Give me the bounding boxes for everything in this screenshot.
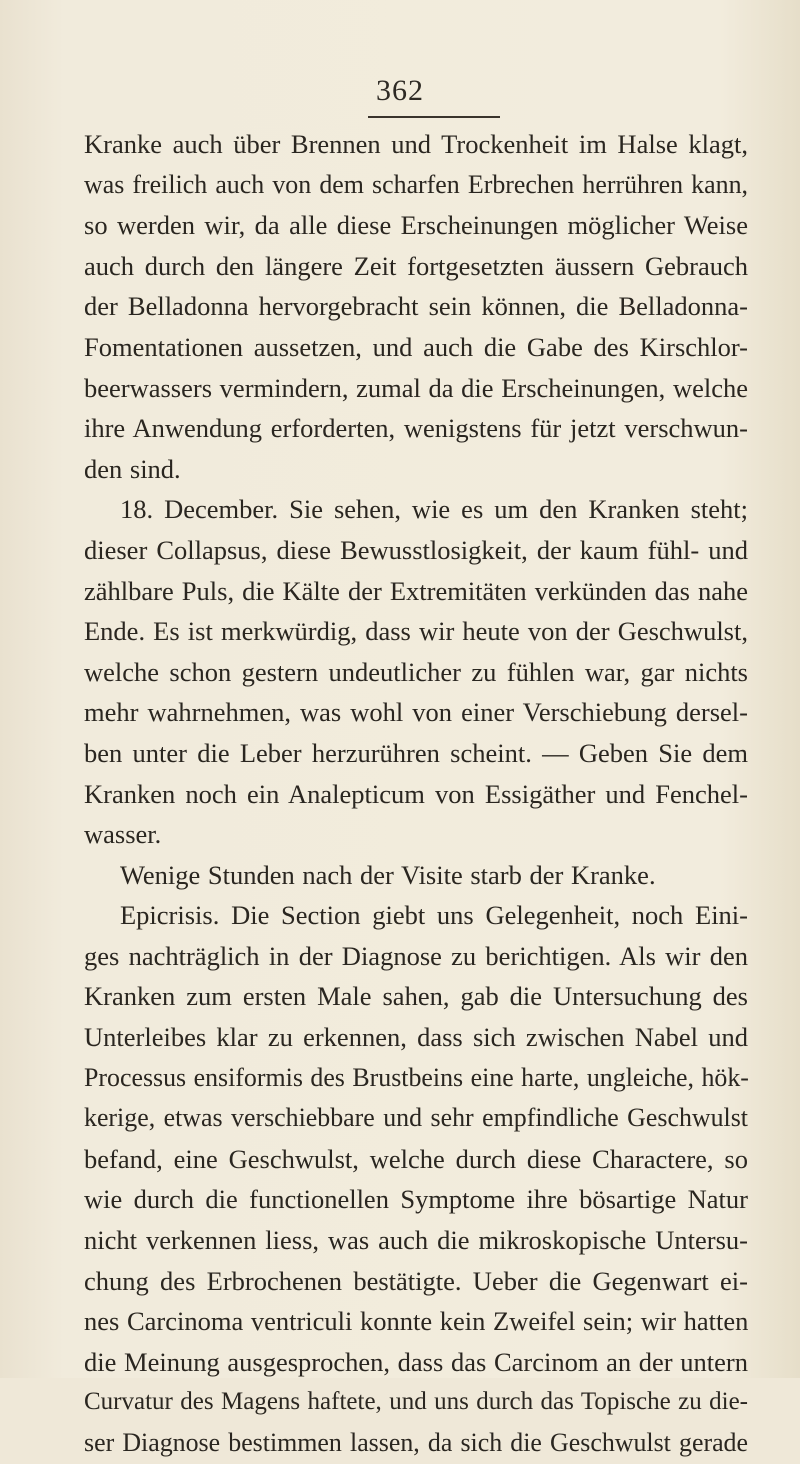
text-line: wasser. <box>84 819 162 850</box>
text-line: Processus ensiformis des Brustbeins eine harte, ungleiche, hök- <box>84 1062 749 1092</box>
text-line: ges nachträglich in der Diagnose zu berichtigen. Als wir den <box>84 940 748 971</box>
text-line: was freilich auch von dem scharfen Erbrechen herrühren kann, <box>84 169 748 199</box>
text-line: dieser Collapsus, diese Bewusstlosigkeit, der kaum fühl- und <box>84 534 748 565</box>
text-line: ben unter die Leber herzurühren scheint. — Geben Sie dem <box>84 737 748 768</box>
text-line: zählbare Puls, die Kälte der Extremitäten verkünden das nahe <box>84 575 748 606</box>
page-number: 362 <box>376 74 424 107</box>
text-line: auch durch den längere Zeit fortgesetzten äussern Gebrauch <box>84 250 748 281</box>
text-line: Kranke auch über Brennen und Trockenheit im Halse klagt, <box>84 129 748 159</box>
body-text <box>84 124 748 1464</box>
text-line: Epicrisis. Die Section giebt uns Gelegenheit, noch Eini- <box>120 900 748 931</box>
text-line: Fomentationen aussetzen, und auch die Gabe des Kirschlor- <box>84 331 748 362</box>
text-line: den sind. <box>84 453 181 484</box>
text-line: nes Carcinoma ventriculi konnte kein Zweifel sein; wir hatten <box>84 1306 749 1337</box>
text-line: so werden wir, da alle diese Erscheinungen möglicher Weise <box>84 210 748 241</box>
text-line: der Belladonna hervorgebracht sein können, die Belladonna- <box>84 291 748 322</box>
text-line: Curvatur des Magens haftete, und uns durch das Topische zu die- <box>84 1388 748 1416</box>
text-line: befand, eine Geschwulst, welche durch diese Charactere, so <box>84 1143 748 1174</box>
text-line: die Meinung ausgesprochen, dass das Carcinom an der untern <box>84 1346 748 1377</box>
text-line: ser Diagnose bestimmen lassen, da sich die Geschwulst gerade <box>84 1428 748 1457</box>
header-rule <box>368 116 500 118</box>
text-line: beerwassers vermindern, zumal da die Erscheinungen, welche <box>84 372 748 403</box>
text-line: 18. December. Sie sehen, wie es um den Kranken steht; <box>120 494 748 525</box>
text-line: Kranken noch ein Analepticum von Essigäther und Fenchel- <box>84 778 748 809</box>
text-line: wie durch die functionellen Symptome ihre bösartige Natur <box>84 1184 748 1215</box>
text-line: welche schon gestern undeutlicher zu fühlen war, gar nichts <box>84 656 748 687</box>
text-line: kerige, etwas verschiebbare und sehr empfindliche Geschwulst <box>84 1103 748 1133</box>
text-line: ihre Anwendung erforderten, wenigstens für jetzt verschwun- <box>84 413 748 444</box>
text-line: mehr wahrnehmen, was wohl von einer Verschiebung dersel- <box>84 697 748 728</box>
text-line: Ende. Es ist merkwürdig, dass wir heute von der Geschwulst, <box>84 616 748 647</box>
text-line: nicht verkennen liess, was auch die mikroskopische Untersu- <box>84 1225 748 1256</box>
text-line: chung des Erbrochenen bestätigte. Ueber die Gegenwart ei- <box>84 1265 748 1296</box>
text-line: Wenige Stunden nach der Visite starb der Kranke. <box>120 859 656 890</box>
text-line: Unterleibes klar zu erkennen, dass sich zwischen Nabel und <box>84 1022 748 1053</box>
text-line: Kranken zum ersten Male sahen, gab die Untersuchung des <box>84 981 748 1012</box>
